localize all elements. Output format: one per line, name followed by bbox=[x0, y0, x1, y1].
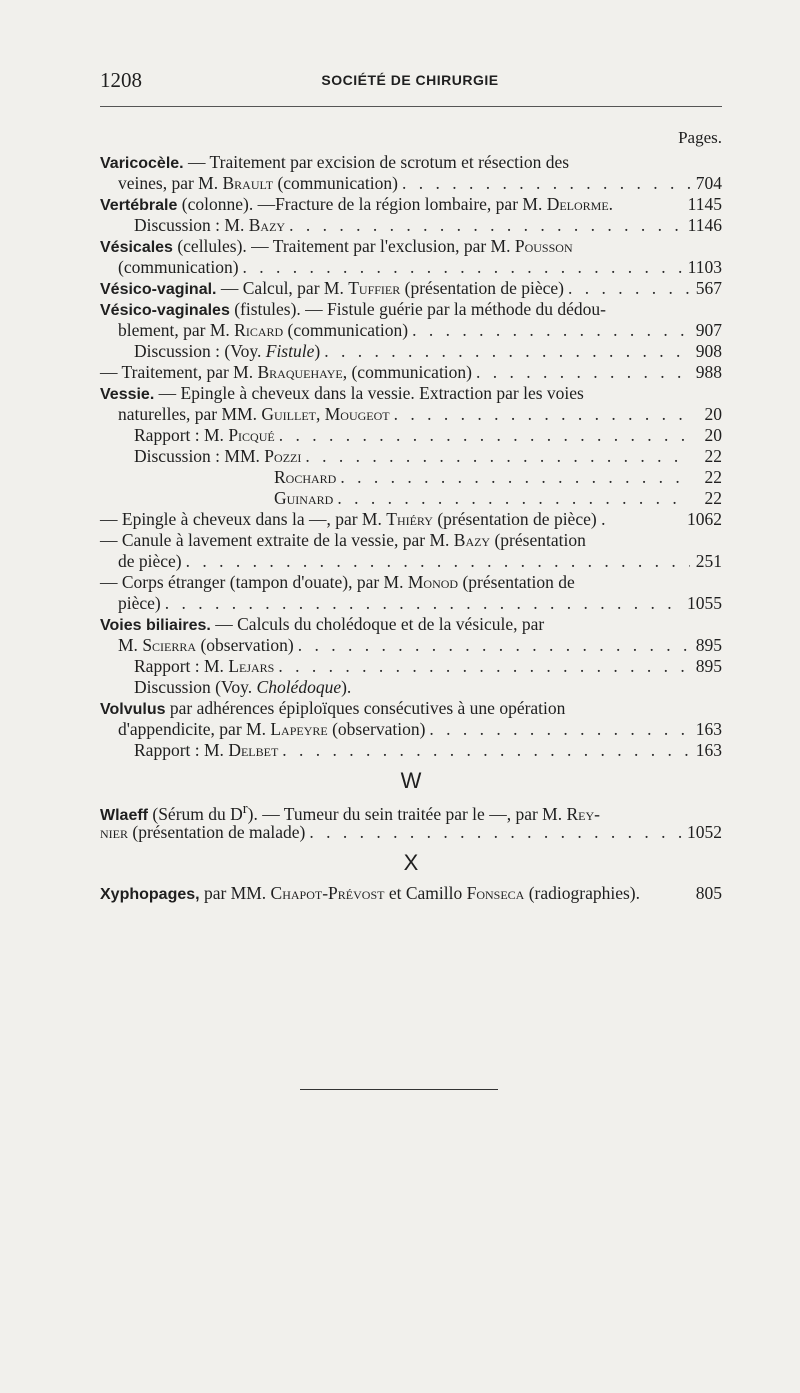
entry-fragment: — Corps étranger (tampon d'ouate), par M. bbox=[100, 572, 408, 592]
author-name: Chapot-Prévost bbox=[270, 883, 385, 903]
author-name: Pousson bbox=[514, 236, 573, 256]
page-reference: 20 bbox=[704, 404, 722, 424]
entry-fragment: Discussion : (Voy. bbox=[134, 341, 266, 361]
entry-keyword: Vésicales bbox=[100, 239, 173, 256]
dot-leader bbox=[340, 467, 690, 488]
entry-fragment: (radiographies). bbox=[524, 883, 641, 903]
dot-leader bbox=[298, 635, 690, 656]
index-line bbox=[100, 572, 722, 593]
entry-fragment: par MM. bbox=[199, 883, 271, 903]
index-line bbox=[100, 362, 722, 383]
page-reference: 1146 bbox=[687, 215, 722, 235]
index-line bbox=[100, 883, 722, 904]
entry-text bbox=[100, 383, 584, 404]
index-line bbox=[100, 320, 722, 341]
entry-text bbox=[118, 173, 398, 194]
entry-fragment: ) bbox=[314, 341, 321, 361]
index-line bbox=[100, 530, 722, 551]
page-reference: 1145 bbox=[687, 194, 722, 214]
entry-fragment: ). — Tumeur du sein traitée par le —, par M. bbox=[247, 803, 567, 824]
author-name: Bazy bbox=[453, 530, 491, 550]
entry-fragment: Cholédoque bbox=[256, 677, 342, 697]
index-line bbox=[100, 299, 722, 320]
header-rule bbox=[100, 106, 722, 107]
index-line bbox=[100, 614, 722, 635]
entry-keyword: Vertébrale bbox=[100, 197, 178, 214]
index-line bbox=[100, 194, 722, 215]
index-line bbox=[100, 467, 722, 488]
entry-fragment: Rapport : M. bbox=[134, 425, 229, 445]
entry-fragment: — Calculs du cholédoque et de la vésicule, par bbox=[210, 614, 545, 634]
page-number: 1208 bbox=[100, 68, 142, 92]
entry-keyword: Vessie. bbox=[100, 386, 155, 403]
index-line bbox=[100, 257, 722, 278]
author-name: Rochard bbox=[274, 467, 337, 487]
entry-keyword: Wlaeff bbox=[100, 806, 148, 824]
entry-text bbox=[134, 341, 320, 362]
entry-fragment: M. bbox=[118, 635, 143, 655]
entry-fragment: Rapport : M. bbox=[134, 656, 229, 676]
entry-text bbox=[134, 215, 285, 236]
dot-leader bbox=[402, 173, 690, 194]
entry-text bbox=[100, 572, 575, 593]
dot-leader bbox=[429, 719, 690, 740]
entry-fragment: et Camillo bbox=[384, 883, 467, 903]
author-name: Guillet bbox=[261, 404, 316, 424]
entry-fragment: pièce) bbox=[118, 593, 161, 613]
index-line bbox=[100, 801, 722, 822]
author-name: Tuffier bbox=[348, 278, 401, 298]
entry-fragment: d'appendicite, par M. bbox=[118, 719, 271, 739]
author-name: Picqué bbox=[228, 425, 275, 445]
entry-text bbox=[100, 362, 472, 383]
index-line bbox=[100, 635, 722, 656]
page-reference: 1052 bbox=[687, 822, 722, 842]
index-entries bbox=[100, 152, 722, 904]
entry-text bbox=[118, 404, 390, 425]
page-reference: 895 bbox=[695, 656, 722, 676]
page-reference: 163 bbox=[695, 740, 722, 760]
entry-fragment: (présentation de pièce) bbox=[400, 278, 565, 298]
entry-text bbox=[118, 635, 294, 656]
author-name: Guinard bbox=[274, 488, 334, 508]
entry-fragment: , (communication) bbox=[342, 362, 473, 382]
page-reference: 20 bbox=[704, 425, 722, 445]
index-line bbox=[100, 656, 722, 677]
entry-fragment: Discussion : MM. bbox=[134, 446, 265, 466]
index-line bbox=[100, 215, 722, 236]
page-reference: 988 bbox=[695, 362, 722, 382]
dot-leader bbox=[289, 215, 684, 236]
index-line bbox=[100, 383, 722, 404]
entry-keyword: Xyphopages, bbox=[100, 886, 200, 903]
index-line bbox=[100, 278, 722, 299]
entry-fragment: blement, par M. bbox=[118, 320, 235, 340]
entry-fragment: naturelles, par MM. bbox=[118, 404, 262, 424]
entry-text bbox=[100, 236, 573, 257]
author-name: Scierra bbox=[142, 635, 197, 655]
dot-leader bbox=[279, 425, 690, 446]
entry-fragment: veines, par M. bbox=[118, 173, 223, 193]
entry-text bbox=[118, 551, 182, 572]
page-reference: 704 bbox=[695, 173, 722, 193]
entry-fragment: Fistule bbox=[265, 341, 315, 361]
entry-text bbox=[100, 530, 586, 551]
running-title: SOCIÉTÉ DE CHIRURGIE bbox=[321, 72, 499, 88]
entry-text bbox=[100, 822, 305, 843]
index-line bbox=[100, 509, 722, 530]
entry-text bbox=[118, 320, 408, 341]
entry-text bbox=[100, 278, 564, 299]
dot-leader bbox=[412, 320, 690, 341]
dot-leader bbox=[476, 362, 690, 383]
entry-text bbox=[118, 719, 425, 740]
entry-text bbox=[134, 677, 351, 698]
entry-text bbox=[100, 614, 544, 635]
index-line bbox=[100, 446, 722, 467]
dot-leader bbox=[394, 404, 690, 425]
entry-fragment: Discussion : M. bbox=[134, 215, 249, 235]
pages-column-label: Pages. bbox=[678, 128, 722, 147]
author-name: Bazy bbox=[248, 215, 286, 235]
entry-text bbox=[118, 593, 161, 614]
entry-fragment: (Sérum du D bbox=[148, 803, 243, 824]
entry-fragment: (observation) bbox=[327, 719, 426, 739]
entry-text bbox=[100, 883, 640, 904]
entry-fragment: — Calcul, par M. bbox=[216, 278, 349, 298]
entry-text bbox=[100, 698, 565, 719]
entry-keyword: Vésico-vaginal. bbox=[100, 281, 217, 298]
entry-fragment: r bbox=[242, 801, 248, 817]
dot-leader bbox=[186, 551, 690, 572]
entry-text bbox=[118, 257, 239, 278]
index-line bbox=[100, 740, 722, 761]
page-reference: 907 bbox=[695, 320, 722, 340]
dot-leader bbox=[568, 278, 690, 299]
dot-leader bbox=[309, 822, 683, 843]
index-line bbox=[100, 698, 722, 719]
entry-fragment: (communication) bbox=[118, 257, 239, 277]
dot-leader bbox=[243, 257, 684, 278]
author-name: Rey- bbox=[566, 803, 600, 824]
entry-fragment: (présentation de bbox=[458, 572, 575, 592]
page-reference: 908 bbox=[695, 341, 722, 361]
index-line bbox=[100, 822, 722, 843]
section-letter: X bbox=[403, 850, 419, 875]
entry-fragment: (présentation de malade) bbox=[128, 822, 306, 842]
entry-fragment: — Epingle à cheveux dans la —, par M. bbox=[100, 509, 387, 529]
entry-text bbox=[100, 194, 613, 215]
entry-keyword: Varicocèle. bbox=[100, 155, 184, 172]
author-name: Pozzi bbox=[264, 446, 302, 466]
entry-fragment: (communication) bbox=[273, 173, 398, 193]
page-header bbox=[100, 66, 720, 96]
index-line bbox=[100, 404, 722, 425]
page-reference: 1055 bbox=[687, 593, 722, 613]
entry-fragment: (observation) bbox=[196, 635, 294, 655]
index-line bbox=[100, 593, 722, 614]
author-name: Ricard bbox=[234, 320, 284, 340]
page-reference: 251 bbox=[695, 551, 722, 571]
page-reference: 1062 bbox=[687, 509, 722, 529]
page-reference: 22 bbox=[704, 467, 722, 487]
author-name: Mougeot bbox=[324, 404, 390, 424]
dot-leader bbox=[305, 446, 690, 467]
page-reference: 1103 bbox=[687, 257, 722, 277]
author-name: Lejars bbox=[228, 656, 275, 676]
index-line bbox=[100, 425, 722, 446]
entry-text bbox=[134, 446, 301, 467]
dot-leader bbox=[282, 740, 690, 761]
entry-text bbox=[134, 740, 278, 761]
dot-leader bbox=[324, 341, 690, 362]
author-name: Delbet bbox=[228, 740, 279, 760]
entry-fragment: Discussion (Voy. bbox=[134, 677, 257, 697]
entry-fragment: — Traitement par excision de scrotum et résection des bbox=[183, 152, 570, 172]
entry-fragment: (présentation bbox=[490, 530, 586, 550]
index-line bbox=[100, 152, 722, 173]
entry-fragment: de pièce) bbox=[118, 551, 182, 571]
entry-fragment: (fistules). — Fistule guérie par la méthode du dédou- bbox=[229, 299, 606, 319]
index-line bbox=[100, 341, 722, 362]
author-name: Thiéry bbox=[386, 509, 433, 529]
entry-fragment: , bbox=[316, 404, 325, 424]
entry-fragment: (cellules). — Traitement par l'exclusion, par M. bbox=[172, 236, 515, 256]
entry-text bbox=[274, 467, 336, 488]
dot-leader bbox=[165, 593, 683, 614]
author-name: Braquehaye bbox=[257, 362, 343, 382]
entry-keyword: Voies biliaires. bbox=[100, 617, 211, 634]
entry-fragment: (communication) bbox=[283, 320, 409, 340]
index-line bbox=[100, 551, 722, 572]
page-reference: 895 bbox=[695, 635, 722, 655]
index-line bbox=[100, 719, 722, 740]
entry-text bbox=[134, 656, 274, 677]
entry-text bbox=[100, 299, 606, 320]
index-line bbox=[100, 488, 722, 509]
entry-fragment: ). bbox=[341, 677, 352, 697]
entry-text bbox=[100, 509, 605, 530]
entry-fragment: Rapport : M. bbox=[134, 740, 229, 760]
author-name: Monod bbox=[407, 572, 459, 592]
author-name: Brault bbox=[222, 173, 274, 193]
entry-keyword: Volvulus bbox=[100, 701, 166, 718]
index-line bbox=[100, 677, 722, 698]
page-reference: 22 bbox=[704, 446, 722, 466]
dot-leader bbox=[337, 488, 690, 509]
index-line bbox=[100, 173, 722, 194]
entry-text bbox=[134, 425, 275, 446]
author-name: Delorme. bbox=[546, 194, 614, 214]
page-reference: 163 bbox=[695, 719, 722, 739]
entry-text bbox=[100, 152, 569, 173]
section-letter: W bbox=[400, 768, 422, 793]
entry-keyword: Vésico-vaginales bbox=[100, 302, 230, 319]
entry-fragment: — Traitement, par M. bbox=[100, 362, 258, 382]
index-line bbox=[100, 236, 722, 257]
entry-fragment: (présentation de pièce) . bbox=[432, 509, 606, 529]
author-name: nier bbox=[100, 822, 128, 842]
entry-fragment: — Epingle à cheveux dans la vessie. Extraction par les voies bbox=[154, 383, 584, 403]
page-reference: 805 bbox=[695, 883, 722, 903]
page-reference: 22 bbox=[704, 488, 722, 508]
end-rule bbox=[300, 1089, 498, 1090]
author-name: Fonseca bbox=[466, 883, 525, 903]
entry-fragment: par adhérences épiploïques consécutives à une opération bbox=[165, 698, 566, 718]
entry-fragment: — Canule à lavement extraite de la vessie, par M. bbox=[100, 530, 454, 550]
entry-text bbox=[274, 488, 333, 509]
entry-fragment: (colonne). —Fracture de la région lombaire, par M. bbox=[177, 194, 547, 214]
dot-leader bbox=[278, 656, 690, 677]
page-reference: 567 bbox=[695, 278, 722, 298]
author-name: Lapeyre bbox=[270, 719, 328, 739]
